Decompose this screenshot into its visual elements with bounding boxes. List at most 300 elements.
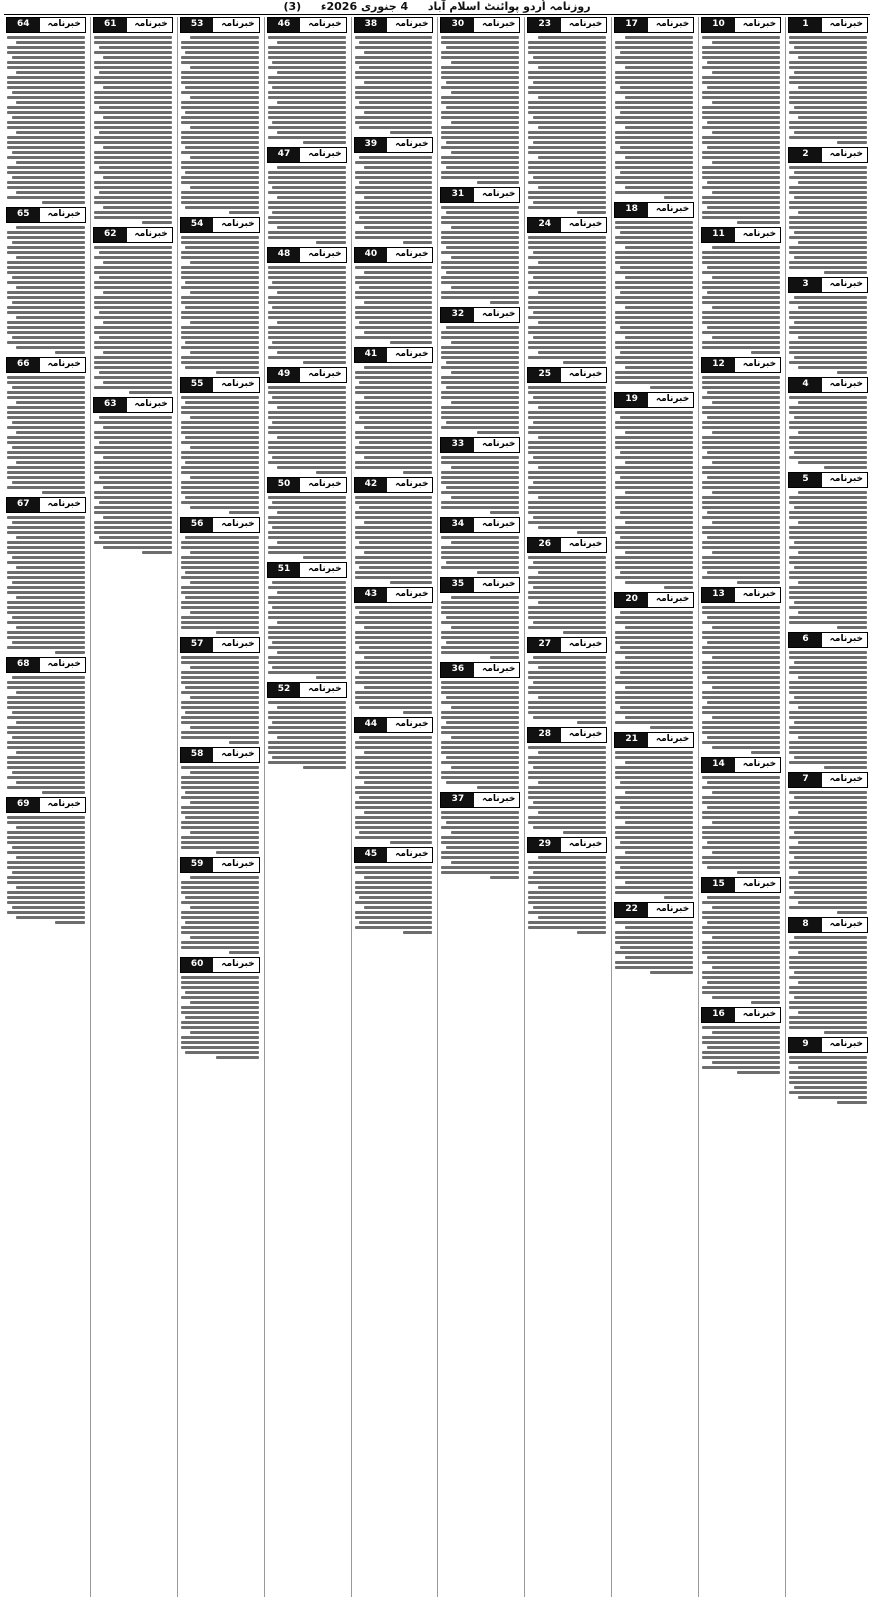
text-line bbox=[615, 176, 693, 179]
text-line bbox=[103, 486, 172, 489]
text-line bbox=[303, 556, 346, 559]
text-line bbox=[403, 931, 433, 934]
news-label: خبرنامہ bbox=[387, 588, 432, 602]
text-line bbox=[268, 136, 346, 139]
text-line bbox=[528, 416, 606, 419]
text-line bbox=[441, 761, 519, 764]
text-line bbox=[7, 251, 85, 254]
text-line bbox=[268, 171, 346, 174]
text-line bbox=[528, 661, 606, 664]
text-line bbox=[528, 926, 606, 929]
text-line bbox=[789, 426, 867, 429]
text-line bbox=[702, 986, 780, 989]
news-number: 49 bbox=[268, 368, 301, 382]
news-label: خبرنامہ bbox=[822, 18, 867, 32]
text-line bbox=[7, 391, 85, 394]
text-line bbox=[702, 516, 780, 519]
text-line bbox=[190, 476, 259, 479]
text-line bbox=[798, 336, 867, 339]
text-line bbox=[702, 321, 780, 324]
text-line bbox=[190, 156, 259, 159]
news-item bbox=[788, 277, 868, 374]
text-line bbox=[528, 391, 606, 394]
text-line bbox=[528, 506, 606, 509]
text-line bbox=[707, 121, 780, 124]
text-line bbox=[181, 911, 259, 914]
text-line bbox=[359, 381, 432, 384]
news-badge bbox=[354, 847, 434, 863]
news-body bbox=[354, 365, 434, 474]
text-line bbox=[615, 296, 693, 299]
text-line bbox=[798, 431, 867, 434]
text-line bbox=[94, 201, 172, 204]
text-line bbox=[359, 126, 432, 129]
text-line bbox=[712, 521, 781, 524]
text-line bbox=[615, 371, 693, 374]
text-line bbox=[268, 46, 346, 49]
news-badge bbox=[267, 17, 347, 33]
news-item bbox=[267, 17, 347, 144]
news-item bbox=[6, 497, 86, 654]
text-line bbox=[702, 531, 780, 534]
text-line bbox=[794, 756, 867, 759]
text-line bbox=[355, 761, 433, 764]
text-line bbox=[99, 441, 172, 444]
text-line bbox=[403, 471, 433, 474]
text-line bbox=[615, 191, 693, 194]
text-line bbox=[94, 506, 172, 509]
news-label: خبرنامہ bbox=[300, 148, 345, 162]
text-line bbox=[702, 826, 780, 829]
text-line bbox=[615, 561, 693, 564]
text-line bbox=[7, 296, 85, 299]
text-line bbox=[364, 426, 433, 429]
text-line bbox=[7, 76, 85, 79]
text-line bbox=[181, 61, 259, 64]
text-line bbox=[7, 486, 85, 489]
text-line bbox=[615, 376, 693, 379]
text-line bbox=[798, 241, 867, 244]
text-line bbox=[528, 236, 606, 239]
text-line bbox=[359, 831, 432, 834]
text-line bbox=[12, 386, 85, 389]
news-badge bbox=[180, 857, 260, 873]
text-line bbox=[185, 991, 258, 994]
news-number: 12 bbox=[702, 358, 735, 372]
text-line bbox=[12, 616, 85, 619]
news-label: خبرنامہ bbox=[474, 188, 519, 202]
text-line bbox=[789, 956, 867, 959]
text-line bbox=[789, 791, 867, 794]
news-body bbox=[93, 245, 173, 394]
text-line bbox=[268, 81, 346, 84]
text-line bbox=[441, 381, 519, 384]
text-line bbox=[528, 891, 606, 894]
news-body bbox=[180, 235, 260, 374]
text-line bbox=[528, 146, 606, 149]
text-line bbox=[702, 631, 780, 634]
text-line bbox=[702, 666, 780, 669]
text-line bbox=[712, 71, 781, 74]
text-line bbox=[615, 226, 693, 229]
news-number: 46 bbox=[268, 18, 301, 32]
text-line bbox=[615, 691, 693, 694]
text-line bbox=[477, 431, 520, 434]
text-line bbox=[702, 916, 780, 919]
text-line bbox=[528, 266, 606, 269]
text-line bbox=[94, 196, 172, 199]
news-number: 38 bbox=[355, 18, 388, 32]
text-line bbox=[528, 191, 606, 194]
text-line bbox=[528, 161, 606, 164]
text-line bbox=[528, 341, 606, 344]
text-line bbox=[181, 46, 259, 49]
text-line bbox=[441, 716, 519, 719]
text-line bbox=[7, 636, 85, 639]
text-line bbox=[528, 776, 606, 779]
text-line bbox=[7, 81, 85, 84]
text-line bbox=[789, 191, 867, 194]
text-line bbox=[16, 691, 85, 694]
text-line bbox=[441, 461, 519, 464]
text-line bbox=[528, 271, 606, 274]
text-line bbox=[441, 776, 519, 779]
text-line bbox=[538, 436, 607, 439]
masthead-rule bbox=[4, 14, 870, 15]
text-line bbox=[7, 126, 85, 129]
news-item bbox=[93, 227, 173, 394]
text-line bbox=[359, 541, 432, 544]
text-line bbox=[789, 41, 867, 44]
text-line bbox=[615, 661, 693, 664]
text-line bbox=[538, 496, 607, 499]
text-line bbox=[268, 751, 346, 754]
text-line bbox=[12, 771, 85, 774]
text-line bbox=[794, 971, 867, 974]
text-line bbox=[451, 61, 520, 64]
text-line bbox=[94, 96, 172, 99]
text-line bbox=[359, 156, 432, 159]
text-line bbox=[94, 451, 172, 454]
news-label: خبرنامہ bbox=[40, 498, 85, 512]
news-body bbox=[6, 675, 86, 794]
text-line bbox=[94, 101, 172, 104]
text-line bbox=[702, 681, 780, 684]
news-label: خبرنامہ bbox=[127, 228, 172, 242]
text-line bbox=[103, 321, 172, 324]
text-line bbox=[181, 1021, 259, 1024]
text-line bbox=[99, 311, 172, 314]
text-line bbox=[528, 771, 606, 774]
text-line bbox=[390, 341, 433, 344]
news-body bbox=[180, 35, 260, 214]
text-line bbox=[355, 421, 433, 424]
text-line bbox=[451, 256, 520, 259]
text-line bbox=[359, 181, 432, 184]
news-badge bbox=[527, 637, 607, 653]
text-line bbox=[620, 451, 693, 454]
text-line bbox=[181, 766, 259, 769]
text-line bbox=[528, 911, 606, 914]
text-line bbox=[268, 671, 346, 674]
news-label: خبرنامہ bbox=[648, 18, 693, 32]
text-line bbox=[355, 651, 433, 654]
text-line bbox=[272, 756, 345, 759]
text-line bbox=[538, 751, 607, 754]
text-line bbox=[625, 36, 694, 39]
news-badge bbox=[788, 632, 868, 648]
text-line bbox=[615, 936, 693, 939]
text-line bbox=[707, 61, 780, 64]
text-line bbox=[441, 681, 519, 684]
text-line bbox=[707, 676, 780, 679]
text-line bbox=[55, 351, 85, 354]
text-line bbox=[824, 766, 867, 769]
text-line bbox=[798, 1066, 867, 1069]
text-line bbox=[7, 766, 85, 769]
text-line bbox=[7, 841, 85, 844]
text-line bbox=[7, 896, 85, 899]
text-line bbox=[7, 111, 85, 114]
text-line bbox=[615, 411, 693, 414]
text-line bbox=[268, 236, 346, 239]
text-line bbox=[789, 726, 867, 729]
text-line bbox=[268, 401, 346, 404]
text-line bbox=[316, 471, 346, 474]
text-line bbox=[441, 426, 519, 429]
news-body bbox=[440, 535, 520, 574]
text-line bbox=[702, 1056, 780, 1059]
text-line bbox=[620, 351, 693, 354]
text-line bbox=[789, 96, 867, 99]
text-line bbox=[355, 56, 433, 59]
news-body bbox=[614, 750, 694, 899]
text-line bbox=[702, 951, 780, 954]
text-line bbox=[12, 91, 85, 94]
text-line bbox=[94, 286, 172, 289]
text-line bbox=[355, 636, 433, 639]
text-line bbox=[702, 381, 780, 384]
text-line bbox=[528, 626, 606, 629]
news-body bbox=[180, 395, 260, 514]
news-number: 64 bbox=[7, 18, 40, 32]
text-line bbox=[798, 521, 867, 524]
text-line bbox=[751, 351, 781, 354]
text-line bbox=[441, 241, 519, 244]
text-line bbox=[615, 566, 693, 569]
text-line bbox=[789, 61, 867, 64]
text-line bbox=[798, 1096, 867, 1099]
text-line bbox=[268, 266, 346, 269]
text-line bbox=[181, 541, 259, 544]
text-line bbox=[441, 291, 519, 294]
text-line bbox=[7, 441, 85, 444]
text-line bbox=[702, 76, 780, 79]
text-line bbox=[615, 91, 693, 94]
text-line bbox=[7, 281, 85, 284]
text-line bbox=[789, 986, 867, 989]
text-line bbox=[789, 1006, 867, 1009]
text-line bbox=[528, 521, 606, 524]
news-columns bbox=[4, 17, 870, 1597]
text-line bbox=[446, 141, 519, 144]
text-line bbox=[103, 426, 172, 429]
news-number: 32 bbox=[441, 308, 474, 322]
text-line bbox=[364, 196, 433, 199]
text-line bbox=[451, 831, 520, 834]
text-line bbox=[441, 261, 519, 264]
text-line bbox=[712, 131, 781, 134]
text-line bbox=[55, 921, 85, 924]
text-line bbox=[702, 816, 780, 819]
text-line bbox=[441, 216, 519, 219]
text-line bbox=[451, 861, 520, 864]
text-line bbox=[789, 136, 867, 139]
text-line bbox=[12, 116, 85, 119]
text-line bbox=[181, 946, 259, 949]
text-line bbox=[190, 36, 259, 39]
text-line bbox=[99, 46, 172, 49]
text-line bbox=[181, 721, 259, 724]
news-body bbox=[701, 895, 781, 1004]
text-line bbox=[477, 786, 520, 789]
text-line bbox=[707, 981, 780, 984]
text-line bbox=[441, 111, 519, 114]
news-number: 68 bbox=[7, 658, 40, 672]
text-line bbox=[16, 536, 85, 539]
text-line bbox=[7, 726, 85, 729]
text-line bbox=[837, 371, 867, 374]
text-line bbox=[702, 901, 780, 904]
news-body bbox=[788, 790, 868, 914]
news-label: خبرنامہ bbox=[213, 18, 258, 32]
text-line bbox=[7, 381, 85, 384]
text-line bbox=[355, 886, 433, 889]
news-body bbox=[6, 815, 86, 924]
text-line bbox=[702, 796, 780, 799]
text-line bbox=[181, 481, 259, 484]
text-line bbox=[702, 156, 780, 159]
news-badge bbox=[701, 17, 781, 33]
text-line bbox=[181, 241, 259, 244]
text-line bbox=[789, 761, 867, 764]
text-line bbox=[355, 576, 433, 579]
text-line bbox=[185, 341, 258, 344]
news-number: 43 bbox=[355, 588, 388, 602]
text-line bbox=[789, 1071, 867, 1074]
text-line bbox=[7, 681, 85, 684]
text-line bbox=[528, 576, 606, 579]
text-line bbox=[789, 711, 867, 714]
text-line bbox=[103, 206, 172, 209]
news-body bbox=[180, 655, 260, 744]
text-line bbox=[490, 511, 520, 514]
text-line bbox=[702, 636, 780, 639]
text-line bbox=[615, 311, 693, 314]
text-line bbox=[190, 696, 259, 699]
text-line bbox=[538, 781, 607, 784]
text-line bbox=[702, 186, 780, 189]
text-line bbox=[702, 991, 780, 994]
news-item bbox=[6, 357, 86, 494]
text-line bbox=[7, 851, 85, 854]
text-line bbox=[789, 101, 867, 104]
text-line bbox=[451, 151, 520, 154]
text-line bbox=[355, 531, 433, 534]
text-line bbox=[7, 551, 85, 554]
text-line bbox=[181, 891, 259, 894]
text-line bbox=[355, 46, 433, 49]
text-line bbox=[7, 331, 85, 334]
text-line bbox=[528, 136, 606, 139]
text-line bbox=[789, 1021, 867, 1024]
text-line bbox=[707, 571, 780, 574]
text-line bbox=[533, 336, 606, 339]
text-line bbox=[528, 411, 606, 414]
text-line bbox=[42, 201, 85, 204]
news-item bbox=[701, 1007, 781, 1074]
text-line bbox=[620, 841, 693, 844]
text-line bbox=[268, 331, 346, 334]
text-line bbox=[216, 1056, 259, 1059]
text-line bbox=[615, 286, 693, 289]
news-body bbox=[788, 395, 868, 469]
text-line bbox=[185, 921, 258, 924]
text-line bbox=[355, 436, 433, 439]
text-line bbox=[441, 771, 519, 774]
text-line bbox=[712, 41, 781, 44]
text-line bbox=[359, 66, 432, 69]
text-line bbox=[615, 346, 693, 349]
text-line bbox=[441, 701, 519, 704]
text-line bbox=[7, 716, 85, 719]
text-line bbox=[181, 336, 259, 339]
news-number: 9 bbox=[789, 1038, 822, 1052]
text-line bbox=[364, 331, 433, 334]
text-line bbox=[181, 361, 259, 364]
text-line bbox=[528, 861, 606, 864]
text-line bbox=[528, 711, 606, 714]
text-line bbox=[789, 591, 867, 594]
text-line bbox=[707, 921, 780, 924]
text-line bbox=[789, 751, 867, 754]
text-line bbox=[620, 146, 693, 149]
text-line bbox=[268, 441, 346, 444]
news-body bbox=[788, 35, 868, 144]
text-line bbox=[181, 56, 259, 59]
text-line bbox=[490, 301, 520, 304]
text-line bbox=[702, 941, 780, 944]
text-line bbox=[707, 181, 780, 184]
news-body bbox=[788, 295, 868, 374]
text-line bbox=[446, 211, 519, 214]
text-line bbox=[12, 446, 85, 449]
text-line bbox=[528, 386, 606, 389]
text-line bbox=[625, 336, 694, 339]
text-line bbox=[355, 776, 433, 779]
text-line bbox=[702, 931, 780, 934]
news-number: 41 bbox=[355, 348, 388, 362]
text-line bbox=[181, 76, 259, 79]
text-line bbox=[794, 856, 867, 859]
news-item bbox=[354, 137, 434, 244]
text-line bbox=[794, 451, 867, 454]
text-line bbox=[538, 126, 607, 129]
text-line bbox=[277, 351, 346, 354]
text-line bbox=[42, 491, 85, 494]
text-line bbox=[538, 571, 607, 574]
text-line bbox=[355, 206, 433, 209]
